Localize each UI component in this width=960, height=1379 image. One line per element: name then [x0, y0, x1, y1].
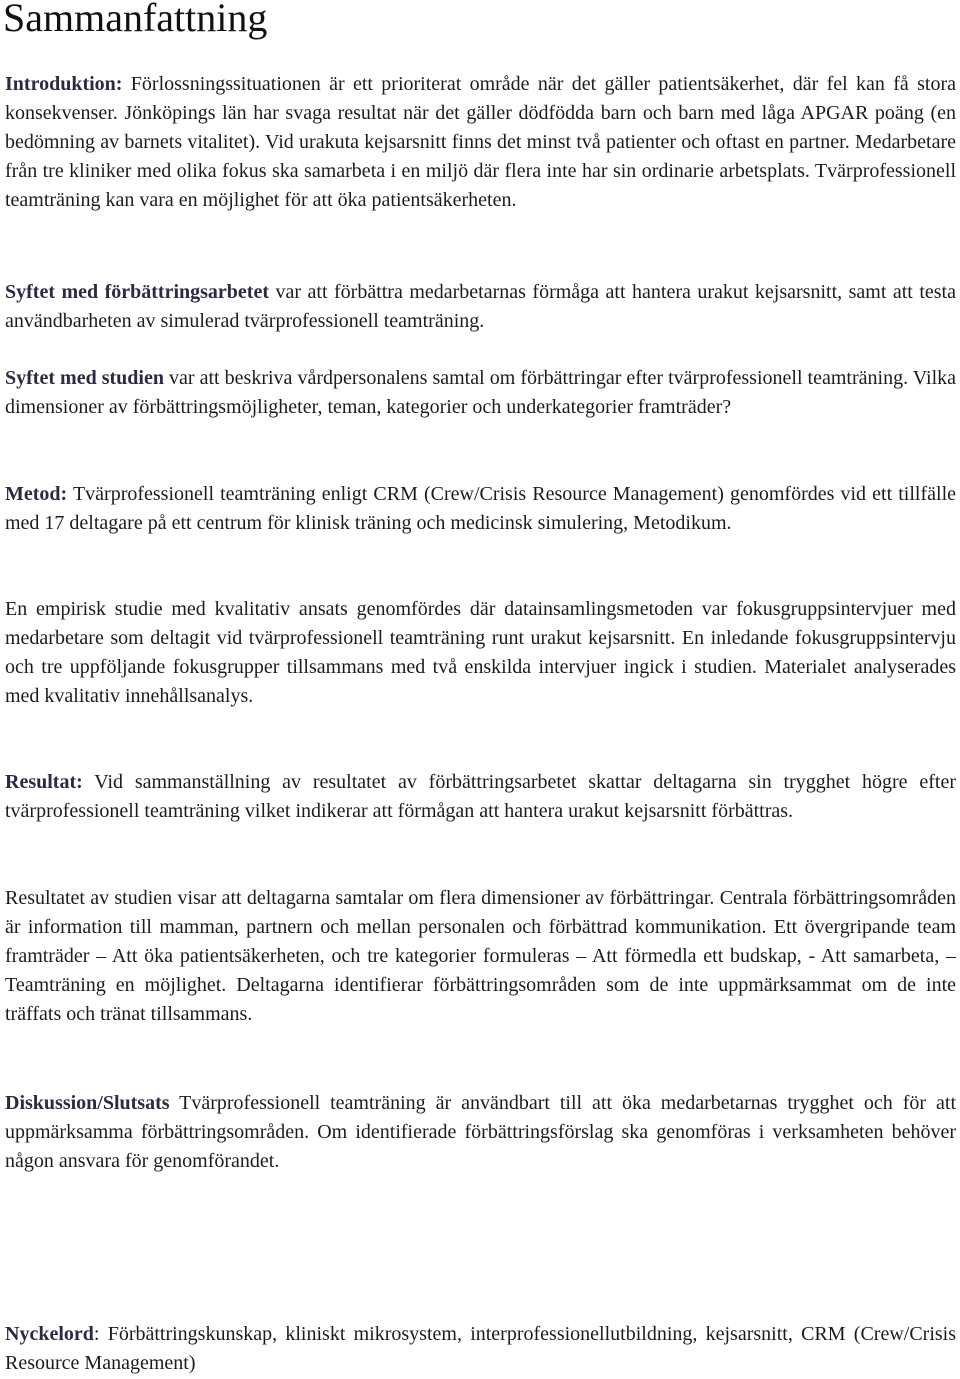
paragraph-introduktion: [5, 70, 956, 215]
text-resultat: Vid sammanställning av resultatet av förbättringsarbetet skattar deltagarna sin trygghet högre efter tvärprofessionell teamträning vilket indikerar att förmågan att hantera urakut kejsarsnitt förbättras.: [5, 771, 956, 822]
lead-metod: Metod:: [5, 483, 68, 505]
lead-nyckelord: Nyckelord: [5, 1323, 94, 1345]
text-resultat-studie: Resultatet av studien visar att deltagarna samtalar om flera dimensioner av förbättringar. Centrala förbättringsområden är information till mamman, partnern och mellan personalen och förbättrad kommunikation. Ett övergripande team framträder – Att öka patientsäkerheten, och tre kategorier formuleras – Att förmedla ett budskap, - Att samarbeta, – Teamträning en möjlighet. Deltagarna identifierar förbättringsområden som de inte uppmärksammat om de inte träffats och tränat tillsammans.: [5, 887, 956, 1025]
lead-introduktion: Introduktion:: [5, 73, 123, 95]
paragraph-resultat: [5, 768, 956, 826]
paragraph-resultat-studie: [5, 884, 956, 1029]
lead-syfte-studie: Syftet med studien: [5, 367, 164, 389]
paragraph-diskussion: [5, 1089, 956, 1176]
text-metod: Tvärprofessionell teamträning enligt CRM (Crew/Crisis Resource Management) genomfördes vid ett tillfälle med 17 deltagare på ett centrum för klinisk träning och medicinsk simulering, Metodikum.: [5, 483, 956, 534]
text-diskussion: Tvärprofessionell teamträning är användbart till att öka medarbetarnas trygghet och för att uppmärksamma förbättringsområden. Om identifierade förbättringsförslag ska genomföras i verksamheten behöver någon ansvara för genomförandet.: [5, 1092, 956, 1172]
paragraph-metod: [5, 480, 956, 538]
text-introduktion: Förlossningssituationen är ett prioriterat område när det gäller patientsäkerhet, där fel kan få stora konsekvenser. Jönköpings län har svaga resultat när det gäller dödfödda barn och barn med låga APGAR poäng (en bedömning av barnets vitalitet). Vid urakuta kejsarsnitt finns det minst två patienter och oftast en partner. Medarbetare från tre kliniker med olika fokus ska samarbeta i en miljö där flera inte har sin ordinarie arbetsplats. Tvärprofessionell teamträning kan vara en möjlighet för att öka patientsäkerheten.: [5, 73, 956, 211]
paragraph-syfte-forbattringsarbete: [5, 278, 956, 336]
lead-syfte-forbattringsarbete: Syftet med förbättringsarbetet: [5, 281, 270, 303]
paragraph-nyckelord: [5, 1320, 956, 1378]
text-syfte-forbattringsarbete: var att förbättra medarbetarnas förmåga att hantera urakut kejsarsnitt, samt att testa användbarheten av simulerad tvärprofessionell teamträning.: [5, 281, 956, 332]
text-syfte-studie: var att beskriva vårdpersonalens samtal om förbättringar efter tvärprofessionell teamträning. Vilka dimensioner av förbättringsmöjligheter, teman, kategorier och underkategorier framträder?: [5, 367, 956, 418]
text-empirisk-studie: En empirisk studie med kvalitativ ansats genomfördes där datainsamlingsmetoden var fokusgruppsintervjuer med medarbetare som deltagit vid tvärprofessionell teamträning runt urakut kejsarsnitt. En inledande fokusgruppsintervju och tre uppföljande fokusgrupper tillsammans med två enskilda intervjuer ingick i studien. Materialet analyserades med kvalitativ innehållsanalys.: [5, 598, 956, 707]
paragraph-empirisk-studie: [5, 595, 956, 711]
lead-resultat: Resultat:: [5, 771, 83, 793]
lead-diskussion: Diskussion/Slutsats: [5, 1092, 170, 1114]
paragraph-syfte-studie: [5, 364, 956, 422]
page-title: Sammanfattning: [3, 0, 268, 40]
text-nyckelord: : Förbättringskunskap, kliniskt mikrosystem, interprofessionellutbildning, kejsarsnitt, CRM (Crew/Crisis Resource Management): [5, 1323, 956, 1374]
